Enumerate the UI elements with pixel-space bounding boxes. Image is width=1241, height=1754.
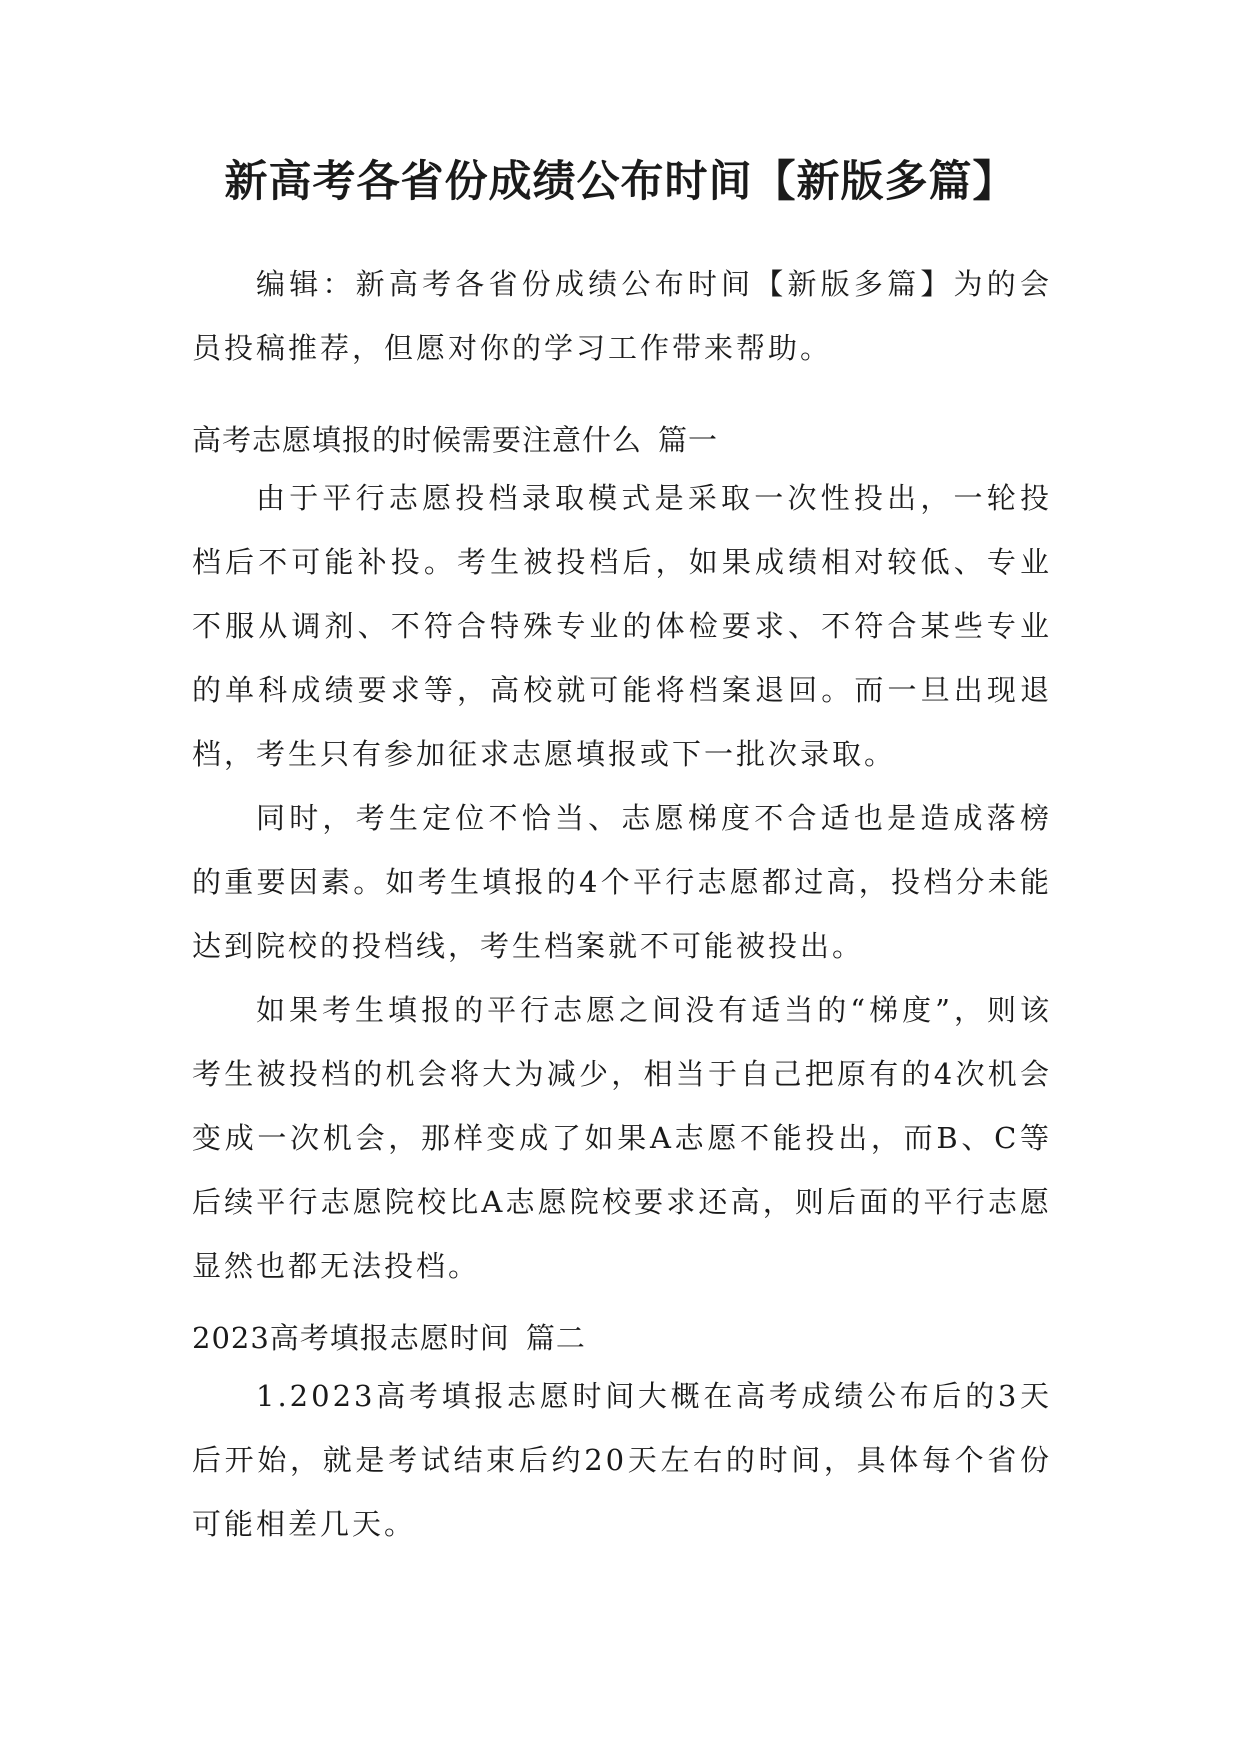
section-heading-1-text: 高考志愿填报的时候需要注意什么 xyxy=(192,423,643,457)
section-1-paragraph-2: 同时，考生定位不恰当、志愿梯度不合适也是造成落榜的重要因素。如考生填报的4个平行志愿都过高，投档分未能达到院校的投档线，考生档案就不可能被投出。 xyxy=(192,801,1052,963)
section-heading-2 xyxy=(192,1306,1052,1370)
section-heading-2-text: 2023高考填报志愿时间 xyxy=(192,1321,510,1355)
section-heading-1-tag: 篇一 xyxy=(658,423,719,457)
section-1-paragraph-3: 如果考生填报的平行志愿之间没有适当的“梯度”，则该考生被投档的机会将大为减少，相当于自己把原有的4次机会变成一次机会，那样变成了如果A志愿不能投出，而B、C等后续平行志愿院校比A志愿院校要求还高，则后面的平行志愿显然也都无法投档。 xyxy=(192,993,1052,1283)
section-2-paragraph-1: 1.2023高考填报志愿时间大概在高考成绩公布后的3天后开始，就是考试结束后约20天左右的时间，具体每个省份可能相差几天。 xyxy=(192,1379,1052,1541)
intro-paragraph: 编辑：新高考各省份成绩公布时间【新版多篇】为的会员投稿推荐，但愿对你的学习工作带来帮助。 xyxy=(192,267,1052,365)
section-heading-2-tag: 篇二 xyxy=(525,1321,586,1355)
document-title: 新高考各省份成绩公布时间【新版多篇】 xyxy=(224,157,1017,207)
section-heading-1 xyxy=(192,408,1052,472)
section-1-paragraph-1: 由于平行志愿投档录取模式是采取一次性投出，一轮投档后不可能补投。考生被投档后，如果成绩相对较低、专业不服从调剂、不符合特殊专业的体检要求、不符合某些专业的单科成绩要求等，高校就可能将档案退回。而一旦出现退档，考生只有参加征求志愿填报或下一批次录取。 xyxy=(192,481,1052,771)
